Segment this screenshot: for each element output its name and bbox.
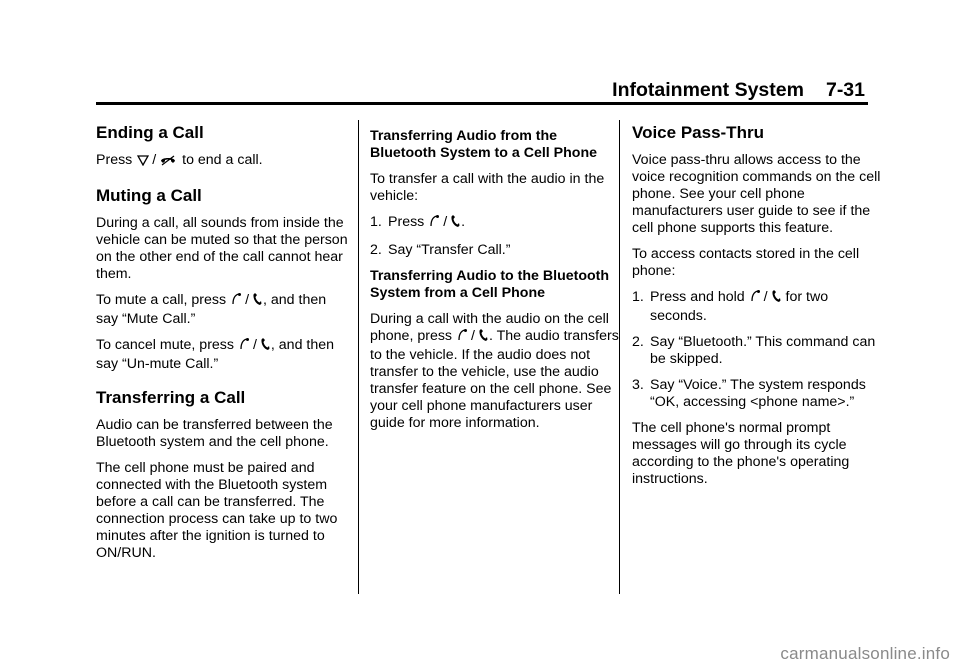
- access-contacts-intro: To access contacts stored in the cell phone:: [632, 246, 860, 279]
- column-divider: [358, 120, 359, 594]
- transfer-to-bluetooth-subheading: Transferring Audio to the Bluetooth System from a Cell Phone: [370, 268, 610, 301]
- list-item: 1. Press / .: [370, 214, 622, 233]
- transferring-call-heading: Transferring a Call: [96, 388, 246, 407]
- end-call-icon: [159, 154, 177, 171]
- phone-icon: [260, 337, 270, 356]
- phone-icon: [771, 289, 781, 308]
- ending-call-text: Press / to end a call.: [96, 152, 348, 171]
- voice-pass-thru-note: The cell phone's normal prompt messages will go through its cycle according to the phone's operating instructions.: [632, 420, 850, 487]
- push-to-talk-icon: [750, 289, 761, 308]
- transfer-steps: [370, 214, 622, 259]
- push-to-talk-icon: [231, 292, 242, 311]
- ending-call-heading: Ending a Call: [96, 123, 204, 142]
- phone-icon: [450, 214, 460, 233]
- push-to-talk-icon: [457, 328, 468, 347]
- down-triangle-icon: [137, 154, 149, 171]
- muting-call-intro: During a call, all sounds from inside the vehicle can be muted so that the person on the other end of the call cannot hear them.: [96, 215, 348, 282]
- watermark: carmanualsonline.info: [780, 644, 950, 663]
- page-header: [0, 78, 865, 102]
- transfer-to-bluetooth-text: During a call with the audio on the cell phone, press / . The audio transfers to the vehicle. If the audio does not transfer to the vehicle, use the audio transfer feature on the cell phone. See your cell phone manufacturers user guide for more information.: [370, 311, 619, 431]
- push-to-talk-icon: [429, 214, 440, 233]
- column-3: [632, 122, 884, 497]
- voice-pass-thru-intro: Voice pass-thru allows access to the voice recognition commands on the cell phone. See your cell phone manufacturers user guide to see if the cell phone supports this feature.: [632, 152, 881, 236]
- mute-instruction: To mute a call, press / , and then say “Mute Call.”: [96, 292, 327, 327]
- phone-icon: [478, 328, 488, 347]
- list-item: 3. Say “Voice.” The system responds “OK, accessing <phone name>.”: [632, 377, 866, 410]
- phone-icon: [252, 292, 262, 311]
- voice-pass-thru-steps: [632, 289, 884, 411]
- page-number: 7-31: [825, 79, 865, 101]
- header-rule: [96, 102, 868, 105]
- unmute-instruction: To cancel mute, press / , and then say “Un-mute Call.”: [96, 337, 335, 372]
- list-item: 2. Say “Transfer Call.”: [370, 242, 511, 258]
- transfer-to-phone-subheading: Transferring Audio from the Bluetooth System to a Cell Phone: [370, 128, 598, 161]
- transferring-call-detail: The cell phone must be paired and connected with the Bluetooth system before a call can be transferred. The connection process can take up to two minutes after the ignition is turned to ON/RUN.: [96, 460, 338, 561]
- push-to-talk-icon: [239, 337, 250, 356]
- voice-pass-thru-heading: Voice Pass-Thru: [632, 123, 764, 142]
- transferring-call-intro: Audio can be transferred between the Bluetooth system and the cell phone.: [96, 417, 333, 450]
- column-2: [370, 128, 622, 441]
- muting-call-heading: Muting a Call: [96, 186, 202, 205]
- transfer-to-phone-intro: To transfer a call with the audio in the vehicle:: [370, 171, 605, 204]
- column-1: [96, 122, 348, 571]
- list-item: 2. Say “Bluetooth.” This command can be skipped.: [632, 334, 876, 367]
- list-item: 1. Press and hold / for two seconds.: [632, 289, 829, 324]
- section-title: Infotainment System: [612, 79, 804, 101]
